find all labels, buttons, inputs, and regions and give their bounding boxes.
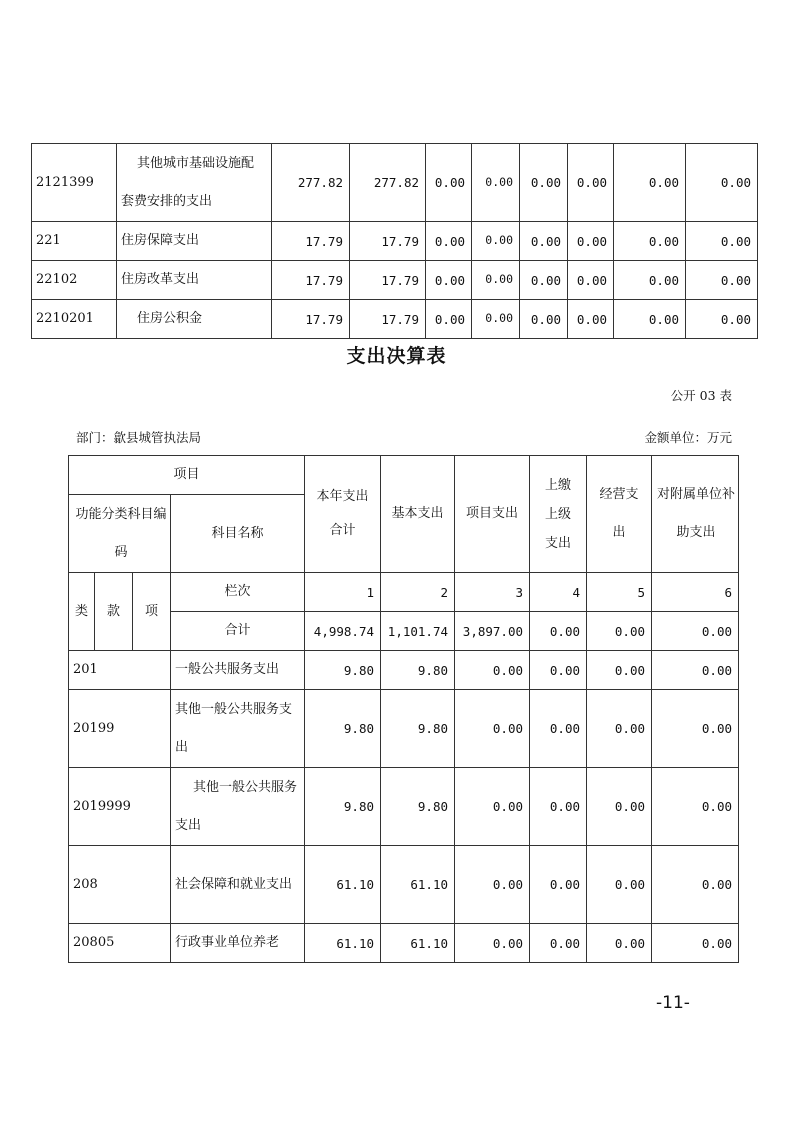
header-subsidy-affiliated: 对附属单位补助支出 xyxy=(652,456,739,573)
value-cell: 0.00 xyxy=(530,924,587,963)
value-cell: 9.80 xyxy=(305,768,381,846)
col-number: 1 xyxy=(305,573,381,612)
value-cell: 9.80 xyxy=(381,690,455,768)
value-cell: 0.00 xyxy=(455,690,530,768)
value-cell: 0.00 xyxy=(686,222,758,261)
value-cell: 17.79 xyxy=(272,300,350,339)
value-cell: 0.00 xyxy=(472,144,520,222)
total-label: 合计 xyxy=(171,612,305,651)
subject-name: 其他一般公共服务支出 xyxy=(171,768,305,846)
value-cell: 0.00 xyxy=(568,261,614,300)
table-row xyxy=(69,846,739,924)
value-cell: 0.00 xyxy=(472,300,520,339)
value-cell: 0.00 xyxy=(587,768,652,846)
value-cell: 0.00 xyxy=(686,261,758,300)
header-basic-expenditure: 基本支出 xyxy=(381,456,455,573)
subject-code: 2019999 xyxy=(69,768,171,846)
expenditure-table xyxy=(68,455,739,963)
value-cell: 0.00 xyxy=(614,261,686,300)
header-lei: 类 xyxy=(69,573,95,651)
total-value: 1,101.74 xyxy=(381,612,455,651)
value-cell: 0.00 xyxy=(426,144,472,222)
value-cell: 0.00 xyxy=(426,222,472,261)
value-cell: 9.80 xyxy=(381,768,455,846)
value-cell: 0.00 xyxy=(530,768,587,846)
value-cell: 0.00 xyxy=(686,300,758,339)
subject-name: 社会保障和就业支出 xyxy=(171,846,305,924)
value-cell: 0.00 xyxy=(426,300,472,339)
table-row xyxy=(32,261,758,300)
value-cell: 17.79 xyxy=(350,222,426,261)
table-row xyxy=(32,144,758,222)
form-number: 公开 03 表 xyxy=(670,388,732,403)
value-cell: 61.10 xyxy=(381,924,455,963)
value-cell: 17.79 xyxy=(350,261,426,300)
col-number: 2 xyxy=(381,573,455,612)
previous-expenditure-table xyxy=(31,143,758,339)
value-cell: 0.00 xyxy=(455,924,530,963)
header-remit-upper: 上缴上级支出 xyxy=(530,456,587,573)
col-number: 4 xyxy=(530,573,587,612)
value-cell: 0.00 xyxy=(455,768,530,846)
col-number: 6 xyxy=(652,573,739,612)
value-cell: 0.00 xyxy=(520,144,568,222)
value-cell: 61.10 xyxy=(305,924,381,963)
value-cell: 17.79 xyxy=(350,300,426,339)
subject-code: 221 xyxy=(32,222,117,261)
header-func-code: 功能分类科目编码 xyxy=(69,495,171,573)
value-cell: 0.00 xyxy=(652,768,739,846)
subject-code: 2121399 xyxy=(32,144,117,222)
value-cell: 0.00 xyxy=(472,222,520,261)
value-cell: 0.00 xyxy=(455,846,530,924)
total-value: 0.00 xyxy=(530,612,587,651)
value-cell: 61.10 xyxy=(381,846,455,924)
subject-name: 住房保障支出 xyxy=(117,222,272,261)
value-cell: 0.00 xyxy=(587,924,652,963)
subject-code: 20805 xyxy=(69,924,171,963)
value-cell: 0.00 xyxy=(568,300,614,339)
table-row xyxy=(69,651,739,690)
table-row xyxy=(69,924,739,963)
page-number: -11- xyxy=(656,993,690,1013)
value-cell: 0.00 xyxy=(530,690,587,768)
subject-code: 201 xyxy=(69,651,171,690)
value-cell: 0.00 xyxy=(530,651,587,690)
table-row xyxy=(69,690,739,768)
value-cell: 0.00 xyxy=(587,651,652,690)
value-cell: 17.79 xyxy=(272,261,350,300)
header-business-expenditure: 经营支出 xyxy=(587,456,652,573)
header-lanci: 栏次 xyxy=(171,573,305,612)
value-cell: 0.00 xyxy=(472,261,520,300)
value-cell: 0.00 xyxy=(652,924,739,963)
department-label: 部门：歙县城管执法局 xyxy=(76,430,202,445)
subject-name: 其他城市基础设施配 套费安排的支出 xyxy=(117,144,272,222)
subject-code: 208 xyxy=(69,846,171,924)
header-xiang: 项 xyxy=(133,573,171,651)
value-cell: 0.00 xyxy=(614,144,686,222)
value-cell: 0.00 xyxy=(652,846,739,924)
value-cell: 0.00 xyxy=(568,144,614,222)
value-cell: 0.00 xyxy=(426,261,472,300)
total-value: 4,998.74 xyxy=(305,612,381,651)
subject-name: 住房公积金 xyxy=(117,300,272,339)
header-total-expenditure: 本年支出合计 xyxy=(305,456,381,573)
subject-name: 一般公共服务支出 xyxy=(171,651,305,690)
col-number: 3 xyxy=(455,573,530,612)
table-row xyxy=(32,300,758,339)
value-cell: 0.00 xyxy=(587,690,652,768)
value-cell: 61.10 xyxy=(305,846,381,924)
value-cell: 277.82 xyxy=(350,144,426,222)
header-kuan: 款 xyxy=(95,573,133,651)
value-cell: 0.00 xyxy=(520,222,568,261)
value-cell: 17.79 xyxy=(272,222,350,261)
report-title: 支出决算表 xyxy=(346,345,447,367)
value-cell: 9.80 xyxy=(381,651,455,690)
table-row xyxy=(32,222,758,261)
header-subject-name: 科目名称 xyxy=(171,495,305,573)
total-value: 3,897.00 xyxy=(455,612,530,651)
header-project-expenditure: 项目支出 xyxy=(455,456,530,573)
value-cell: 0.00 xyxy=(455,651,530,690)
header-item: 项目 xyxy=(69,456,305,495)
value-cell: 0.00 xyxy=(652,651,739,690)
total-value: 0.00 xyxy=(652,612,739,651)
value-cell: 0.00 xyxy=(686,144,758,222)
value-cell: 0.00 xyxy=(614,222,686,261)
value-cell: 0.00 xyxy=(587,846,652,924)
subject-name: 住房改革支出 xyxy=(117,261,272,300)
col-number: 5 xyxy=(587,573,652,612)
value-cell: 0.00 xyxy=(520,261,568,300)
subject-code: 22102 xyxy=(32,261,117,300)
value-cell: 0.00 xyxy=(568,222,614,261)
subject-name: 行政事业单位养老 xyxy=(171,924,305,963)
subject-code: 20199 xyxy=(69,690,171,768)
amount-unit-label: 金额单位：万元 xyxy=(644,430,732,445)
value-cell: 9.80 xyxy=(305,651,381,690)
column-number-row xyxy=(69,573,739,612)
total-value: 0.00 xyxy=(587,612,652,651)
value-cell: 0.00 xyxy=(520,300,568,339)
value-cell: 277.82 xyxy=(272,144,350,222)
value-cell: 9.80 xyxy=(305,690,381,768)
subject-code: 2210201 xyxy=(32,300,117,339)
subject-name: 其他一般公共服务支出 xyxy=(171,690,305,768)
value-cell: 0.00 xyxy=(652,690,739,768)
value-cell: 0.00 xyxy=(614,300,686,339)
header-row xyxy=(69,456,739,495)
value-cell: 0.00 xyxy=(530,846,587,924)
table-row xyxy=(69,768,739,846)
